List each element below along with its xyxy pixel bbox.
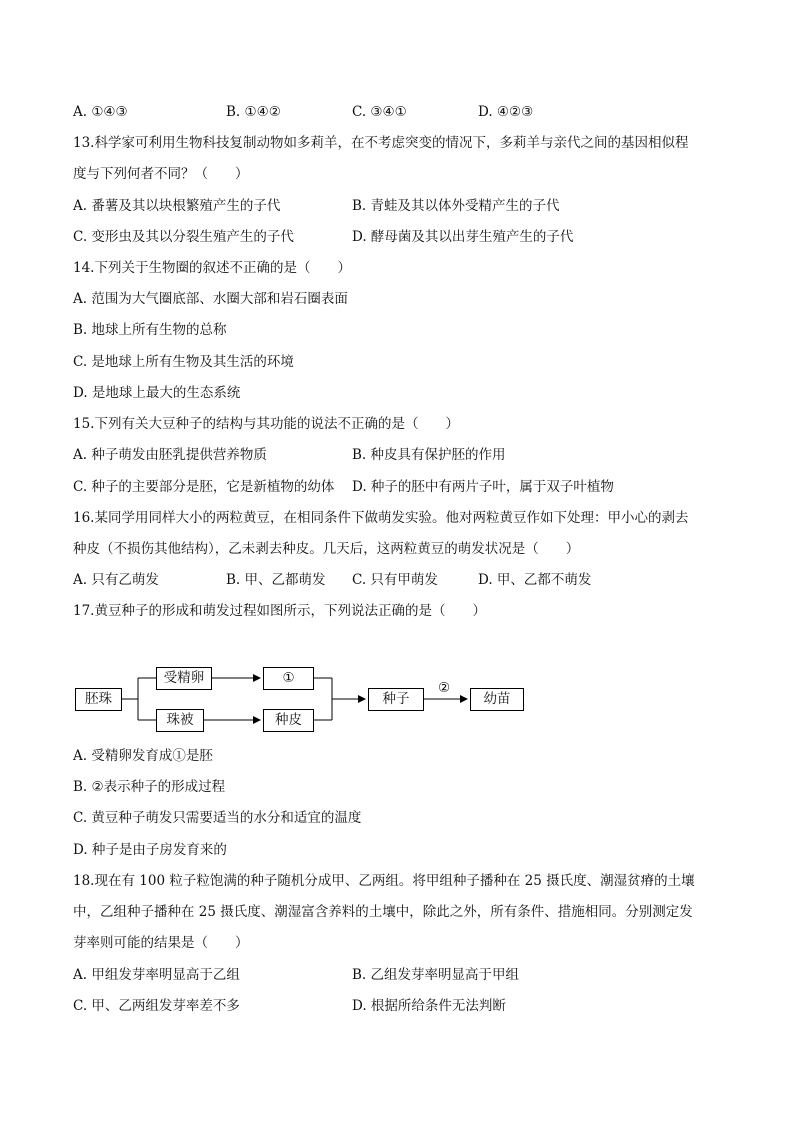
q13-option-c: C. 变形虫及其以分裂生殖产生的子代 bbox=[73, 229, 294, 245]
seedling-box: 幼苗 bbox=[470, 688, 524, 711]
q16-stem-line2: 种皮（不损伤其他结构），乙未剥去种皮。几天后，这两粒黄豆的萌发状况是（ ） bbox=[73, 541, 580, 557]
q16-option-a: A. 只有乙萌发 bbox=[73, 572, 159, 588]
seed-box: 种子 bbox=[368, 688, 424, 711]
q18-option-c: C. 甲、乙两组发芽率差不多 bbox=[73, 998, 240, 1014]
q16-option-c: C. 只有甲萌发 bbox=[352, 572, 438, 588]
germination-label: ② bbox=[438, 680, 451, 696]
integument-box: 珠被 bbox=[156, 709, 204, 732]
q15-stem: 15.下列有关大豆种子的结构与其功能的说法不正确的是（ ） bbox=[73, 416, 459, 432]
q14-option-b: B. 地球上所有生物的总称 bbox=[73, 322, 227, 338]
q12-option-d: D. ④②③ bbox=[478, 104, 534, 120]
q12-option-c: C. ③④① bbox=[352, 104, 407, 120]
q17-option-b: B. ②表示种子的形成过程 bbox=[73, 779, 226, 795]
q17-option-d: D. 种子是由子房发育来的 bbox=[73, 842, 227, 858]
q17-option-a: A. 受精卵发育成①是胚 bbox=[73, 748, 213, 764]
q15-option-a: A. 种子萌发由胚乳提供营养物质 bbox=[73, 447, 267, 463]
q12-option-a: A. ①④③ bbox=[73, 104, 128, 120]
q16-stem-line1: 16.某同学用同样大小的两粒黄豆，在相同条件下做萌发实验。他对两粒黄豆作如下处理：甲小心的剥去 bbox=[73, 510, 689, 526]
q17-stem: 17.黄豆种子的形成和萌发过程如图所示，下列说法正确的是（ ） bbox=[73, 603, 486, 619]
q15-option-d: D. 种子的胚中有两片子叶，属于双子叶植物 bbox=[352, 479, 614, 495]
q18-stem-line1: 18.现在有 100 粒子粒饱满的种子随机分成甲、乙两组。将甲组种子播种在 25 摄氏度、潮湿贫瘠的土壤 bbox=[73, 873, 695, 889]
q18-stem-line2: 中，乙组种子播种在 25 摄氏度、潮湿富含养料的土壤中，除此之外，所有条件、措施相同。分别测定发 bbox=[73, 904, 693, 920]
q13-stem-line1: 13.科学家可利用生物科技复制动物如多莉羊，在不考虑突变的情况下，多莉羊与亲代之间的基因相似程 bbox=[73, 135, 689, 151]
q14-option-a: A. 范围为大气圈底部、水圈大部和岩石圈表面 bbox=[73, 291, 348, 307]
q13-option-a: A. 番薯及其以块根繁殖产生的子代 bbox=[73, 198, 281, 214]
q18-option-a: A. 甲组发芽率明显高于乙组 bbox=[73, 967, 240, 983]
embryo-unknown-box: ① bbox=[263, 667, 314, 690]
ovule-box: 胚珠 bbox=[75, 688, 122, 711]
fertilized-egg-box: 受精卵 bbox=[156, 667, 212, 690]
q14-option-c: C. 是地球上所有生物及其生活的环境 bbox=[73, 354, 294, 370]
q15-option-b: B. 种皮具有保护胚的作用 bbox=[352, 447, 506, 463]
q13-option-d: D. 酵母菌及其以出芽生殖产生的子代 bbox=[352, 229, 574, 245]
q18-stem-line3: 芽率则可能的结果是（ ） bbox=[73, 935, 249, 951]
q14-stem: 14.下列关于生物圈的叙述不正确的是（ ） bbox=[73, 260, 351, 276]
q18-option-b: B. 乙组发芽率明显高于甲组 bbox=[352, 967, 520, 983]
seed-coat-box: 种皮 bbox=[263, 709, 314, 732]
q17-option-c: C. 黄豆种子萌发只需要适当的水分和适宜的温度 bbox=[73, 810, 362, 826]
q13-stem-line2: 度与下列何者不同？（ ） bbox=[73, 166, 249, 182]
q14-option-d: D. 是地球上最大的生态系统 bbox=[73, 385, 241, 401]
q13-option-b: B. 青蛙及其以体外受精产生的子代 bbox=[352, 198, 560, 214]
q16-option-d: D. 甲、乙都不萌发 bbox=[478, 572, 592, 588]
q12-option-b: B. ①④② bbox=[226, 104, 281, 120]
q16-option-b: B. 甲、乙都萌发 bbox=[226, 572, 326, 588]
q18-option-d: D. 根据所给条件无法判断 bbox=[352, 998, 506, 1014]
q15-option-c: C. 种子的主要部分是胚，它是新植物的幼体 bbox=[73, 479, 335, 495]
